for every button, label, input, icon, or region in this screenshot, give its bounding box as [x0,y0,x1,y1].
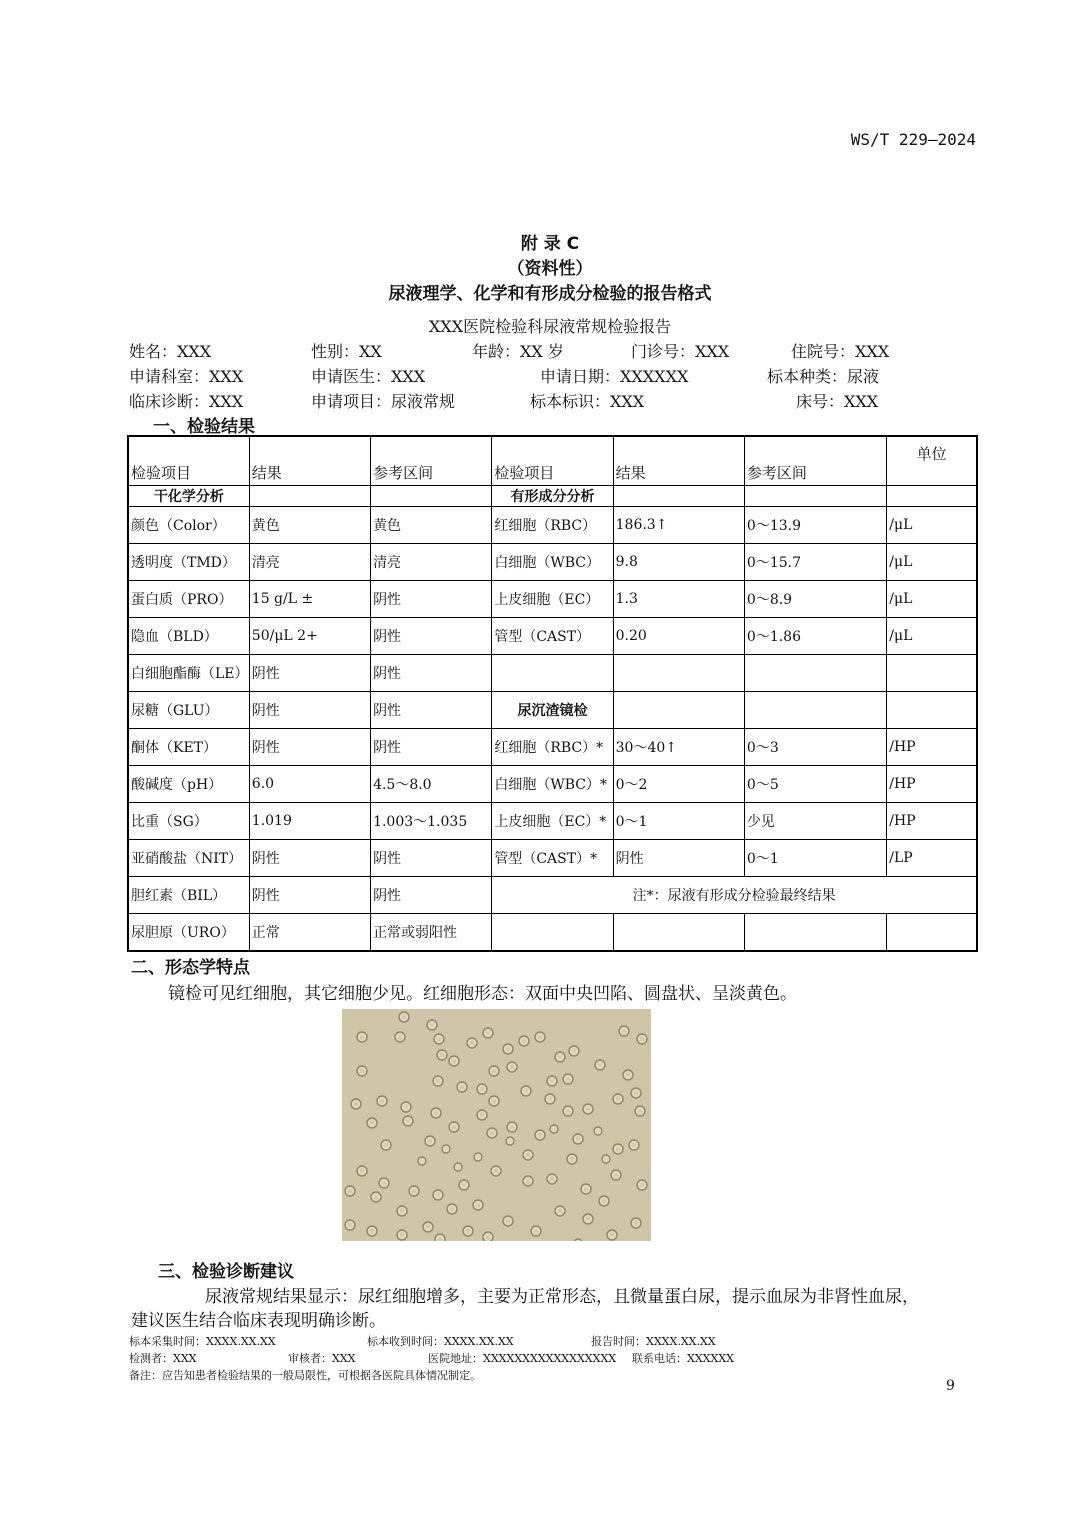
cell-center [402,1015,407,1020]
appendix-title: 尿液理学、化学和有形成分检验的报告格式 [388,284,712,304]
cell-center [430,1023,435,1028]
table-row: 隐血（BLD） 50/μL 2+ 阴性 管型（CAST） 0.20 0～1.86 /μL [128,618,977,655]
section-morphology-heading: 二、形态学特点 [131,958,250,978]
cell-center [400,1233,405,1238]
cell-center [572,1049,577,1054]
cell-center [638,1109,643,1114]
cell-center [605,1158,608,1161]
cell-center [550,1079,555,1084]
cell-center [506,1219,511,1224]
cell-center [524,1089,529,1094]
cell-center [480,1113,485,1118]
cell-center [538,1035,543,1040]
cell-center [597,1130,600,1133]
cell-center [445,1148,448,1151]
red-blood-cells-image [342,1009,651,1241]
cell-center [400,1209,405,1214]
patient-age: 年龄：XX 岁 [472,342,564,361]
diagnosis-text-line1: 尿液常规结果显示：尿红细胞增多，主要为正常形态，且微量蛋白尿，提示血尿为非肾性血尿， [205,1287,919,1307]
header-cell: 结果 [613,436,744,486]
header-cell: 检验项目 [492,436,613,486]
cell-center [640,1037,645,1042]
cell-center [421,1160,424,1163]
cell-center [440,1053,445,1058]
cell-center [486,1235,491,1240]
cell-center [570,1157,575,1162]
cell-center [428,1139,433,1144]
table-group-row [128,486,977,507]
cell-center [460,1085,465,1090]
cell-center [360,1169,365,1174]
cell-center [510,1065,515,1070]
standard-code: WS/T 229—2024 [850,130,976,149]
cell-center [370,1229,375,1234]
cell-center [553,1128,556,1131]
group-sediment-microscopy: 尿沉渣镜检 [492,692,613,729]
appendix-nature: （资料性） [507,259,593,279]
cell-center [380,1099,385,1104]
cell-center [437,1037,442,1042]
report-title: XXX医院检验科尿液常规检验报告 [428,317,672,336]
cell-center [522,1039,527,1044]
table-note: 注*：尿液有形成分检验最终结果 [492,877,977,914]
request-item: 申请项目：尿液常规 [311,392,456,411]
cell-center [384,1143,389,1148]
cell-center [436,1193,441,1198]
cell-center [462,1183,467,1188]
header-cell: 单位 [887,436,977,486]
cell-center [476,1203,481,1208]
cell-center [434,1111,439,1116]
cell-center [610,1233,615,1238]
diagnosis-text-line2: 建议医生结合临床表现明确诊断。 [131,1311,386,1331]
cell-center [602,1199,607,1204]
cell-center [452,1059,457,1064]
morphology-text: 镜检可见红细胞，其它细胞少见。红细胞形态：双面中央凹陷、圆盘状、呈淡黄色。 [168,984,797,1004]
table-row: 尿糖（GLU） 阴性 阴性 尿沉渣镜检 [128,692,977,729]
specimen-type: 标本种类：尿液 [767,367,880,386]
cell-center [492,1099,497,1104]
cell-center [452,1125,457,1130]
cell-center [616,1097,621,1102]
group-dry-chemistry: 干化学分析 [128,486,249,507]
header-cell: 参考区间 [744,436,886,486]
cell-center [614,1173,619,1178]
cell-center [470,1041,475,1046]
cell-center [406,1119,411,1124]
cell-center [382,1181,387,1186]
report-time: 报告时间：XXXX.XX.XX [591,1335,716,1348]
cell-center [348,1189,353,1194]
cell-center [398,1035,403,1040]
cell-center [584,1187,589,1192]
table-row: 比重（SG） 1.019 1.003～1.035 上皮细胞（EC）* 0～1 少见 /HP [128,803,977,840]
microscope-image [342,1009,651,1241]
cell-center [509,1140,512,1143]
cell-center [486,1031,491,1036]
cell-center [480,1087,485,1092]
cell-center [548,1097,553,1102]
cell-center [598,1063,603,1068]
cell-center [558,1055,563,1060]
cell-center [558,1209,563,1214]
table-row: 蛋白质（PRO） 15 g/L ± 阴性 上皮细胞（EC） 1.3 0～8.9 /μL [128,581,977,618]
cell-center [492,1069,497,1074]
cell-center [576,1137,581,1142]
header-cell: 结果 [249,436,370,486]
cell-center [457,1166,460,1169]
receive-time: 标本收到时间：XXXX.XX.XX [367,1335,514,1348]
header-cell: 检验项目 [128,436,249,486]
patient-sex: 性别：XX [311,342,382,361]
clinical-diagnosis: 临床诊断：XXX [129,392,244,411]
cell-center [626,1073,631,1078]
cell-center [538,1133,543,1138]
table-header-row [128,436,977,486]
contact-phone: 联系电话：XXXXXX [632,1352,734,1365]
cell-center [370,1121,375,1126]
remark: 备注：应告知患者检验结果的一般局限性，可根据各医院具体情况制定。 [129,1369,481,1382]
bed-number: 床号：XXX [796,392,879,411]
cell-center [634,1091,639,1096]
cell-center [450,1207,455,1212]
cell-center [586,1217,591,1222]
cell-center [566,1109,571,1114]
section-results-heading: 一、检验结果 [153,417,255,437]
cell-center [348,1223,353,1228]
patient-name: 姓名：XXX [129,342,212,361]
section-diagnosis-heading: 三、检验诊断建议 [158,1262,294,1282]
cell-center [466,1229,471,1234]
cell-center [506,1047,511,1052]
cell-center [490,1131,495,1136]
hospital-address: 医院地址：XXXXXXXXXXXXXXXXX [428,1352,617,1365]
table-row: 胆红素（BIL） 阴性 阴性 注*：尿液有形成分检验最终结果 [128,877,977,914]
cell-center [477,1156,480,1159]
table-row: 酮体（KET） 阴性 阴性 红细胞（RBC）* 30～40↑ 0～3 /HP [128,729,977,766]
page-number: 9 [946,1378,955,1394]
cell-center [412,1189,417,1194]
cell-center [534,1229,539,1234]
cell-center [526,1179,531,1184]
table-row: 亚硝酸盐（NIT） 阴性 阴性 管型（CAST）* 阴性 0～1 /LP [128,840,977,877]
table-row: 酸碱度（pH） 6.0 4.5～8.0 白细胞（WBC）* 0～2 0～5 /HP [128,766,977,803]
request-doctor: 申请医生：XXX [311,367,426,386]
cell-center [616,1147,621,1152]
appendix-label: 附 录 C [520,234,580,254]
cell-center [404,1105,409,1110]
results-table [127,435,978,952]
reviewer: 审核者：XXX [288,1352,356,1365]
outpatient-number: 门诊号：XXX [631,342,730,361]
request-dept: 申请科室：XXX [129,367,244,386]
cell [574,1239,582,1241]
collect-time: 标本采集时间：XXXX.XX.XX [129,1335,276,1348]
request-date: 申请日期：XXXXXX [540,367,689,386]
cell-center [426,1225,431,1230]
cell-center [586,1107,591,1112]
group-formed-elements: 有形成分分析 [492,486,613,507]
header-cell: 参考区间 [371,436,492,486]
cell-center [526,1153,531,1158]
cell-center [632,1143,637,1148]
table-row: 尿胆原（URO） 正常 正常或弱阳性 [128,914,977,952]
cell-center [510,1125,515,1130]
table-row: 白细胞酯酶（LE） 阴性 阴性 [128,655,977,692]
cell-center [566,1077,571,1082]
inpatient-number: 住院号：XXX [791,342,890,361]
cell-center [550,1177,555,1182]
cell-center [354,1102,359,1107]
cell-center [436,1079,441,1084]
cell-center [374,1195,379,1200]
table-row: 透明度（TMD） 清亮 清亮 白细胞（WBC） 9.8 0～15.7 /μL [128,544,977,581]
cell-center [494,1169,499,1174]
tester: 检测者：XXX [129,1352,197,1365]
cell-center [622,1029,627,1034]
cell-center [360,1035,365,1040]
specimen-id: 标本标识：XXX [530,392,645,411]
cell-center [634,1221,639,1226]
table-row: 颜色（Color） 黄色 黄色 红细胞（RBC） 186.3↑ 0～13.9 /μL [128,507,977,544]
cell-center [640,1183,645,1188]
cell-center [360,1069,365,1074]
